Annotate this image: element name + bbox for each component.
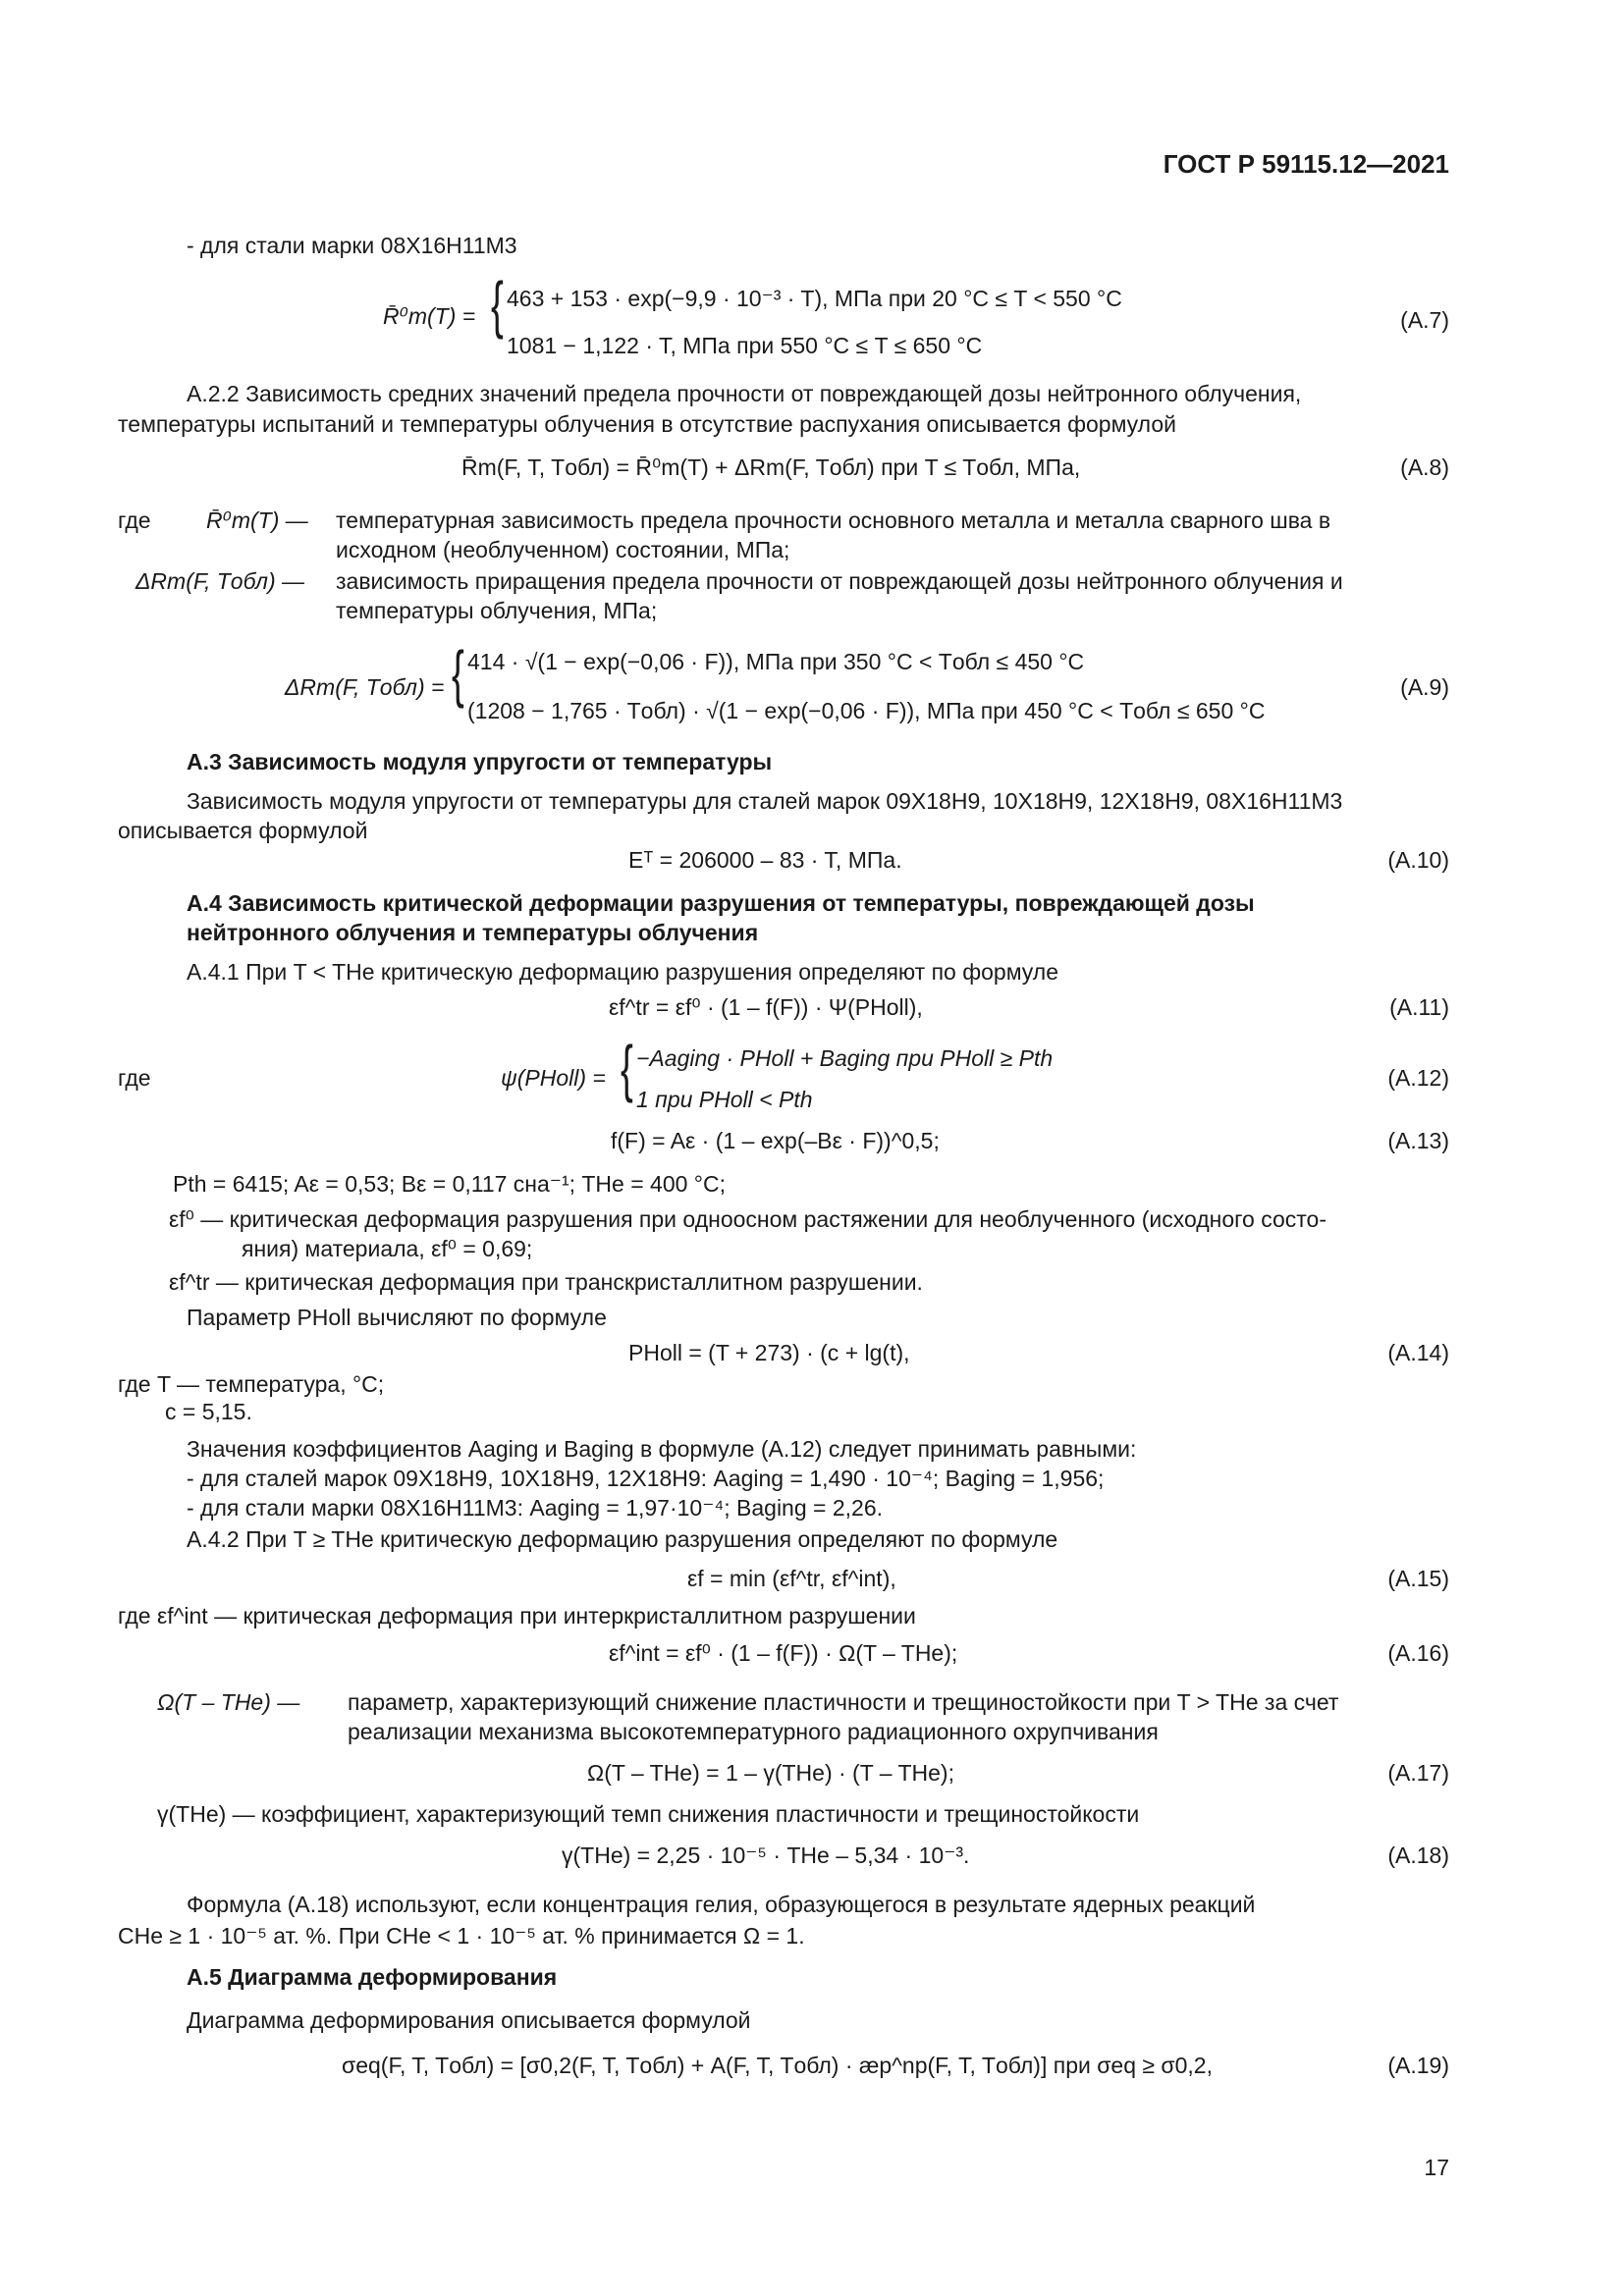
equation: Eᵀ = 206000 – 83 · T, МПа. <box>628 847 902 873</box>
equation-number: (А.9) <box>1400 674 1449 700</box>
brace-icon: { <box>621 1033 633 1103</box>
equation-number: (А.19) <box>1387 2053 1449 2078</box>
text-line: описывается формулой <box>118 818 368 843</box>
text-line: исходном (необлученном) состоянии, МПа; <box>336 537 790 562</box>
text-line: яния) материала, εf⁰ = 0,69; <box>242 1236 533 1261</box>
text-line: Зависимость модуля упругости от температуры для сталей марок 09Х18Н9, 10Х18Н9, 12Х18Н9, 08Х16Н11М3 <box>187 788 1343 814</box>
text-line: γ(THe) — коэффициент, характеризующий темп снижения пластичности и трещиностойкости <box>157 1801 1140 1827</box>
equation-number: (А.12) <box>1387 1065 1449 1091</box>
text-line: c = 5,15. <box>165 1399 252 1424</box>
text-line: CHe ≥ 1 · 10⁻⁵ ат. %. При CHe < 1 · 10⁻⁵ ат. % принимается Ω = 1. <box>118 1923 805 1949</box>
text-line: - для стали марки 08Х16Н11М3 <box>187 233 517 258</box>
text-line: где T — температура, °С; <box>118 1371 385 1397</box>
equation: f(F) = Aε · (1 – exp(–Bε · F))^0,5; <box>611 1128 940 1153</box>
text-line: εf^tr — критическая деформация при транскристаллитном разрушении. <box>169 1269 923 1295</box>
equation-number: (А.11) <box>1389 994 1449 1020</box>
text-line: параметр, характеризующий снижение пластичности и трещиностойкости при T > THe за счет <box>348 1689 1339 1715</box>
brace-icon: { <box>452 638 464 709</box>
equation-number: (А.15) <box>1387 1566 1449 1591</box>
text-line: температуры испытаний и температуры облучения в отсутствие распухания описывается формулой <box>118 411 1176 437</box>
text-line: реализации механизма высокотемпературного радиационного охрупчивания <box>348 1719 1159 1744</box>
eq-lhs: ψ(PHoll) = <box>501 1065 606 1091</box>
text-line: Значения коэффициентов Aaging и Baging в формуле (А.12) следует принимать равными: <box>187 1436 1137 1462</box>
text-line: - для стали марки 08Х16Н11М3: Aaging = 1,97·10⁻⁴; Baging = 2,26. <box>187 1495 884 1521</box>
eq-case: (1208 − 1,765 · Tобл) · √(1 − exp(−0,06 · F)), МПа при 450 °С < Tобл ≤ 650 °С <box>467 698 1266 723</box>
text-line: где εf^int — критическая деформация при интеркристаллитном разрушении <box>118 1603 916 1629</box>
symbol: Ω(T – THe) — <box>157 1689 300 1715</box>
brace-icon: { <box>491 269 504 340</box>
symbol: ΔRm(F, Tобл) — <box>135 568 305 594</box>
eq-case: 1 при PHoll < Pth <box>636 1087 813 1112</box>
equation-number: (А.10) <box>1387 847 1449 873</box>
document-header: ГОСТ Р 59115.12—2021 <box>1163 149 1449 179</box>
page-number: 17 <box>1424 2155 1449 2180</box>
equation: εf^tr = εf⁰ · (1 – f(F)) · Ψ(PHoll), <box>609 994 923 1020</box>
eq-case: 414 · √(1 − exp(−0,06 · F)), МПа при 350 °С < Tобл ≤ 450 °С <box>467 649 1085 674</box>
text-line: температурная зависимость предела прочности основного металла и металла сварного шва в <box>336 507 1331 533</box>
symbol: R̄⁰m(T) — <box>206 507 308 533</box>
section-heading: нейтронного облучения и температуры облучения <box>187 920 759 945</box>
equation-number: (А.7) <box>1400 307 1449 333</box>
equation-number: (А.14) <box>1387 1340 1449 1365</box>
equation: Ω(T – THe) = 1 – γ(THe) · (T – THe); <box>587 1760 954 1786</box>
text-line: Диаграмма деформирования описывается формулой <box>187 2007 751 2033</box>
text-line: Pth = 6415; Aε = 0,53; Bε = 0,117 сна⁻¹; THe = 400 °С; <box>173 1171 727 1197</box>
eq-lhs: R̄⁰m(T) = <box>383 303 476 329</box>
equation-number: (А.8) <box>1400 454 1449 480</box>
equation: PHoll = (T + 273) · (c + lg(t), <box>628 1340 910 1365</box>
equation: εf^int = εf⁰ · (1 – f(F)) · Ω(T – THe); <box>609 1640 958 1666</box>
eq-case: 1081 − 1,122 · T, МПа при 550 °С ≤ T ≤ 650 °С <box>507 333 983 358</box>
section-heading: А.4 Зависимость критической деформации разрушения от температуры, повреждающей дозы <box>187 890 1255 916</box>
section-heading: А.5 Диаграмма деформирования <box>187 1964 558 1990</box>
text-line: Формула (А.18) используют, если концентрация гелия, образующегося в результате ядерных реакций <box>187 1892 1256 1917</box>
eq-case: −Aaging · PHoll + Baging при PHoll ≥ Pth <box>636 1045 1054 1071</box>
section-heading: А.3 Зависимость модуля упругости от температуры <box>187 749 773 774</box>
equation-number: (А.13) <box>1387 1128 1449 1153</box>
text-line: А.4.2 При T ≥ THe критическую деформацию разрушения определяют по формуле <box>187 1526 1058 1552</box>
text-line: Параметр PHoll вычисляют по формуле <box>187 1305 607 1330</box>
text-line: - для сталей марок 09Х18Н9, 10Х18Н9, 12Х18Н9: Aaging = 1,490 · 10⁻⁴; Baging = 1,956; <box>187 1466 1105 1491</box>
eq-lhs: ΔRm(F, Tобл) = <box>285 674 445 700</box>
eq-case: 463 + 153 · exp(−9,9 · 10⁻³ · T), МПа при 20 °С ≤ T < 550 °С <box>507 286 1122 311</box>
text-line: температуры облучения, МПа; <box>336 598 658 623</box>
equation-number: (А.17) <box>1387 1760 1449 1786</box>
equation: εf = min (εf^tr, εf^int), <box>687 1566 896 1591</box>
equation: σeq(F, T, Tобл) = [σ0,2(F, T, Tобл) + A(F, T, Tобл) · æp^np(F, T, Tобл)] при σeq ≥ σ0,2, <box>342 2053 1213 2078</box>
equation-number: (А.16) <box>1387 1640 1449 1666</box>
text-line: А.2.2 Зависимость средних значений предела прочности от повреждающей дозы нейтронного облучения, <box>187 381 1302 406</box>
text-line: εf⁰ — критическая деформация разрушения при одноосном растяжении для необлученного (исходного состо- <box>169 1206 1326 1232</box>
text-line: где <box>118 1065 151 1091</box>
text-line: зависимость приращения предела прочности от повреждающей дозы нейтронного облучения и <box>336 568 1343 594</box>
text-line: А.4.1 При T < THe критическую деформацию разрушения определяют по формуле <box>187 959 1059 985</box>
equation-number: (А.18) <box>1387 1842 1449 1868</box>
equation: R̄m(F, T, Tобл) = R̄⁰m(T) + ΔRm(F, Tобл) при T ≤ Tобл, МПа, <box>461 454 1081 480</box>
text-line: где <box>118 507 151 533</box>
equation: γ(THe) = 2,25 · 10⁻⁵ · THe – 5,34 · 10⁻³. <box>562 1842 970 1868</box>
